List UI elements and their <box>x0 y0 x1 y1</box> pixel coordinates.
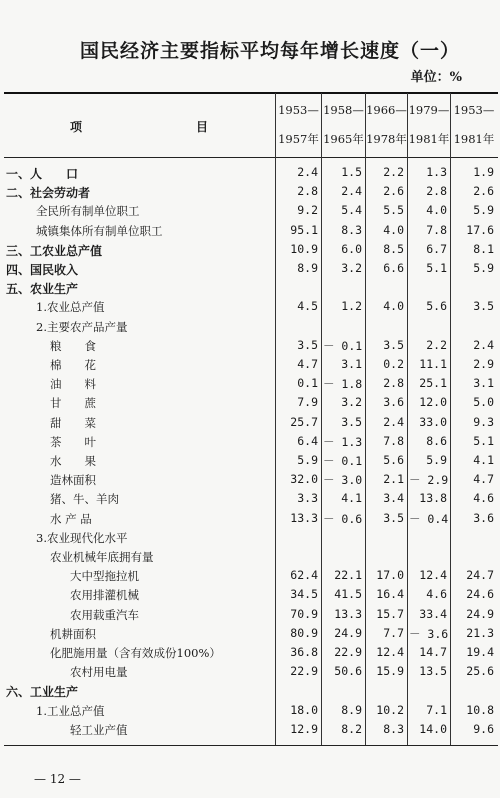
header-year-bottom: 1981年 <box>408 132 450 146</box>
row-value: 2.8 <box>426 184 447 199</box>
row-label: 棉 花 <box>50 358 96 372</box>
table-row <box>0 528 500 548</box>
row-label: 大中型拖拉机 <box>70 569 139 584</box>
row-value: 50.6 <box>334 664 362 679</box>
header-year-top: 1953— <box>278 103 319 117</box>
row-value: 4.7 <box>297 357 318 371</box>
row-value: 4.0 <box>383 299 404 314</box>
row-value: 8.2 <box>341 721 362 736</box>
row-label: 农用排灌机械 <box>70 588 139 603</box>
row-value: 3.5 <box>297 337 318 352</box>
row-value: 2.8 <box>383 376 404 391</box>
row-value: － 1.3 <box>323 434 363 449</box>
row-label: 机耕面积 <box>50 626 96 641</box>
row-value: 4.5 <box>297 299 318 314</box>
row-value: 2.2 <box>383 165 404 179</box>
row-value: 5.4 <box>341 203 362 218</box>
row-value: 16.4 <box>376 587 404 602</box>
row-value: － 0.1 <box>323 338 363 353</box>
row-label: 甘 蔗 <box>50 396 96 411</box>
page-title: 国民经济主要指标平均每年增长速度（一） <box>80 40 461 62</box>
table-row <box>0 624 500 644</box>
header-year-top: 1966— <box>366 103 407 117</box>
row-label: 造林面积 <box>50 473 96 488</box>
row-value: 25.1 <box>419 376 447 391</box>
row-value: 13.5 <box>419 664 447 679</box>
row-label: 甜 菜 <box>50 415 96 430</box>
row-value: 6.7 <box>426 241 447 256</box>
table-row <box>0 259 500 279</box>
row-value: 33.4 <box>419 606 447 621</box>
row-value: 12.4 <box>376 645 404 659</box>
row-value: － 3.0 <box>323 473 363 488</box>
row-value: 3.5 <box>473 299 494 314</box>
row-value: 7.9 <box>297 395 318 410</box>
row-value: 3.1 <box>341 357 362 371</box>
table-row <box>0 489 500 509</box>
row-value: 10.9 <box>290 241 318 256</box>
row-value: 3.6 <box>383 395 404 410</box>
row-value: 11.1 <box>419 357 447 371</box>
row-value: 2.4 <box>383 414 404 429</box>
header-year-bottom: 1981年 <box>453 132 495 146</box>
row-label: 油 料 <box>50 377 96 392</box>
row-value: 12.0 <box>419 395 447 410</box>
row-value: 7.7 <box>383 625 404 640</box>
row-value: － 0.1 <box>323 454 363 468</box>
row-label: 一、人 口 <box>6 167 79 181</box>
row-value: 7.1 <box>426 702 447 717</box>
row-value: 33.0 <box>419 414 447 429</box>
row-value: 22.9 <box>334 645 362 659</box>
row-value: 3.2 <box>341 261 362 275</box>
row-value: 6.4 <box>297 433 318 448</box>
row-label: 农用载重汽车 <box>70 607 139 622</box>
row-label: 城镇集体所有制单位职工 <box>36 223 163 238</box>
row-value: 24.7 <box>466 568 494 583</box>
row-value: 14.0 <box>419 721 447 736</box>
row-label: 1.农业总产值 <box>36 300 105 315</box>
table-row <box>0 701 500 721</box>
row-value: 4.0 <box>383 222 404 237</box>
row-value: 22.1 <box>334 568 362 583</box>
row-value: 3.3 <box>297 491 318 506</box>
row-value: 2.9 <box>473 357 494 371</box>
row-value: 7.8 <box>383 433 404 448</box>
row-label: 2.主要农产品产量 <box>36 319 128 334</box>
row-value: 4.6 <box>426 587 447 602</box>
row-label: 全民所有制单位职工 <box>36 204 140 219</box>
header-year-bottom: 1965年 <box>323 132 364 146</box>
header-rule <box>4 157 498 158</box>
table-row <box>0 317 500 337</box>
row-value: － 0.6 <box>323 511 363 526</box>
row-value: 5.1 <box>473 433 494 448</box>
row-value: 2.4 <box>473 337 494 352</box>
bottom-rule <box>4 745 498 746</box>
table-row <box>0 681 500 701</box>
row-value: 2.6 <box>473 184 494 199</box>
row-value: 6.0 <box>341 241 362 256</box>
row-label: 水 果 <box>50 454 96 468</box>
table-row <box>0 374 500 394</box>
table-row <box>0 278 500 298</box>
table-row <box>0 451 500 471</box>
row-label: 猪、牛、羊肉 <box>50 492 119 507</box>
row-label: 化肥施用量（含有效成份100%） <box>50 646 221 660</box>
row-value: 8.3 <box>341 222 362 237</box>
table-row <box>0 566 500 586</box>
row-value: 8.9 <box>341 702 362 717</box>
table-row <box>0 355 500 375</box>
row-value: 17.0 <box>376 568 404 583</box>
table-row <box>0 393 500 413</box>
table-row <box>0 201 500 221</box>
row-value: 12.4 <box>419 568 447 583</box>
row-label: 五、农业生产 <box>6 282 79 297</box>
table-row <box>0 470 500 490</box>
row-label: 农业机械年底拥有量 <box>50 550 154 564</box>
row-value: 2.8 <box>297 184 318 199</box>
row-value: 17.6 <box>466 222 494 237</box>
table-row <box>0 221 500 241</box>
row-value: 0.2 <box>383 357 404 371</box>
row-value: 41.5 <box>334 587 362 602</box>
row-value: 5.9 <box>297 453 318 467</box>
table-row <box>0 182 500 202</box>
row-label: 茶 叶 <box>50 434 96 449</box>
row-value: 4.6 <box>473 491 494 506</box>
row-value: 8.3 <box>383 721 404 736</box>
table-row <box>0 297 500 317</box>
row-label: 3.农业现代化水平 <box>36 530 128 545</box>
row-value: 15.9 <box>376 664 404 679</box>
row-value: 5.0 <box>473 395 494 410</box>
table-row <box>0 336 500 356</box>
top-rule <box>4 92 498 94</box>
row-value: 3.6 <box>473 510 494 525</box>
row-value: 1.9 <box>473 165 494 179</box>
row-value: 5.9 <box>473 261 494 275</box>
row-value: 5.9 <box>473 203 494 218</box>
table-row <box>0 720 500 740</box>
row-value: 95.1 <box>290 222 318 237</box>
row-value: － 2.9 <box>409 473 449 488</box>
page-number: — 12 — <box>34 772 81 786</box>
table-row <box>0 413 500 433</box>
header-year-top: 1958— <box>323 103 364 117</box>
header-year-bottom: 1957年 <box>278 132 319 146</box>
row-value: 1.2 <box>341 299 362 314</box>
row-value: 32.0 <box>290 472 318 487</box>
row-value: 5.6 <box>383 453 404 467</box>
row-value: 13.3 <box>334 606 362 621</box>
row-value: 13.3 <box>290 510 318 525</box>
row-value: 3.4 <box>383 491 404 506</box>
table-row <box>0 432 500 452</box>
row-value: 14.7 <box>419 645 447 659</box>
row-value: 9.2 <box>297 203 318 218</box>
row-value: 21.3 <box>466 625 494 640</box>
row-value: 9.6 <box>473 721 494 736</box>
row-value: 10.2 <box>376 702 404 717</box>
row-value: 1.3 <box>426 165 447 179</box>
row-value: 22.9 <box>290 664 318 679</box>
header-item-label-2: 目 <box>196 120 209 134</box>
row-value: 8.9 <box>297 261 318 275</box>
row-value: － 1.8 <box>323 377 363 392</box>
row-label: 三、工农业总产值 <box>6 243 103 258</box>
row-value: － 0.4 <box>409 511 449 526</box>
row-label: 轻工业产值 <box>70 722 128 737</box>
row-label: 粮 食 <box>50 338 96 353</box>
row-value: 5.6 <box>426 299 447 314</box>
row-value: 4.1 <box>341 491 362 506</box>
row-value: 3.1 <box>473 376 494 391</box>
row-value: 8.6 <box>426 433 447 448</box>
row-value: 19.4 <box>466 645 494 659</box>
table-row <box>0 605 500 625</box>
table-row <box>0 643 500 663</box>
row-value: 3.5 <box>341 414 362 429</box>
row-label: 四、国民收入 <box>6 263 79 277</box>
row-value: 5.1 <box>426 261 447 275</box>
row-value: 15.7 <box>376 606 404 621</box>
row-value: 8.5 <box>383 241 404 256</box>
header-year-bottom: 1978年 <box>366 132 407 146</box>
row-value: － 3.6 <box>409 626 449 641</box>
row-value: 5.9 <box>426 453 447 467</box>
row-value: 24.9 <box>334 625 362 640</box>
row-label: 1.工业总产值 <box>36 703 105 718</box>
table-row <box>0 163 500 183</box>
row-value: 10.8 <box>466 702 494 717</box>
table-row <box>0 547 500 567</box>
row-value: 3.5 <box>383 337 404 352</box>
row-value: 7.8 <box>426 222 447 237</box>
row-value: 2.6 <box>383 184 404 199</box>
table-row <box>0 240 500 260</box>
row-value: 8.1 <box>473 241 494 256</box>
row-value: 3.5 <box>383 510 404 525</box>
row-value: 0.1 <box>297 376 318 391</box>
header-item-label: 项 <box>70 120 83 134</box>
unit-label: 单位：% <box>410 70 462 85</box>
row-label: 六、工业生产 <box>6 685 79 700</box>
row-value: 4.0 <box>426 203 447 218</box>
row-label: 农村用电量 <box>70 665 128 680</box>
row-value: 80.9 <box>290 625 318 640</box>
row-value: 1.5 <box>341 165 362 179</box>
table-row <box>0 585 500 605</box>
header-year-top: 1979— <box>408 103 450 117</box>
row-value: 18.0 <box>290 702 318 717</box>
row-value: 34.5 <box>290 587 318 602</box>
row-value: 2.2 <box>426 337 447 352</box>
row-value: 25.6 <box>466 664 494 679</box>
table-row <box>0 662 500 682</box>
row-value: 2.1 <box>383 472 404 487</box>
row-value: 12.9 <box>290 721 318 736</box>
row-value: 6.6 <box>383 261 404 275</box>
row-value: 2.4 <box>341 184 362 199</box>
row-value: 13.8 <box>419 491 447 506</box>
row-value: 36.8 <box>290 645 318 659</box>
row-value: 70.9 <box>290 606 318 621</box>
row-value: 9.3 <box>473 414 494 429</box>
table-row <box>0 509 500 529</box>
row-value: 24.6 <box>466 587 494 602</box>
header-year-top: 1953— <box>453 103 495 117</box>
row-value: 4.1 <box>473 453 494 467</box>
row-value: 62.4 <box>290 568 318 583</box>
row-value: 24.9 <box>466 606 494 621</box>
row-value: 4.7 <box>473 472 494 487</box>
row-value: 5.5 <box>383 203 404 218</box>
row-value: 3.2 <box>341 395 362 410</box>
row-label: 水 产 品 <box>50 511 92 526</box>
row-value: 25.7 <box>290 414 318 429</box>
row-label: 二、社会劳动者 <box>6 186 91 201</box>
row-value: 2.4 <box>297 165 318 179</box>
